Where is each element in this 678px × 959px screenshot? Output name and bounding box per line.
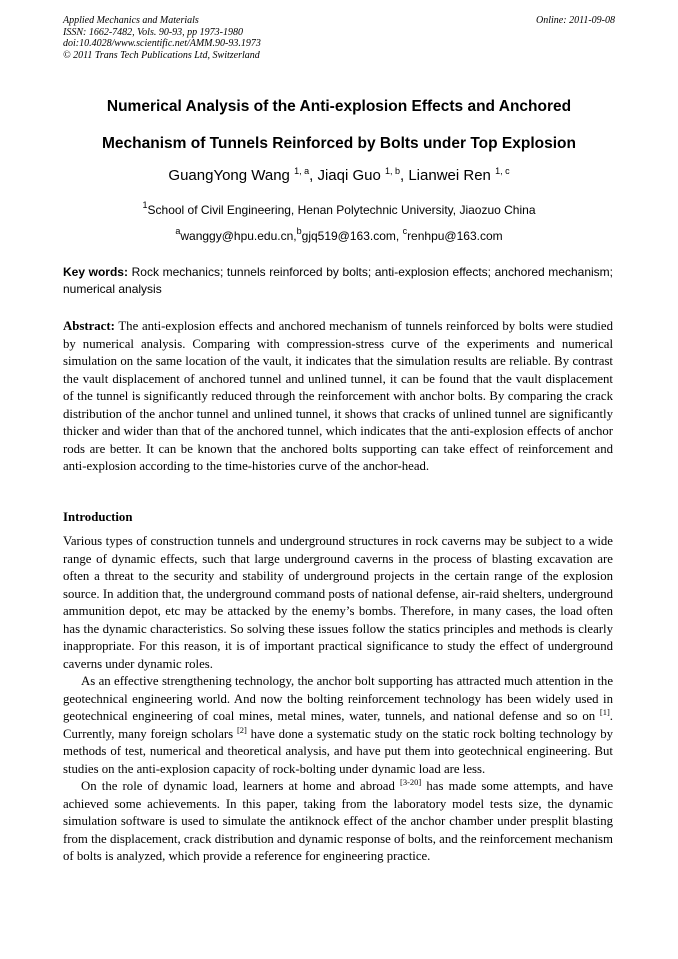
intro-paragraph-1: Various types of construction tunnels and underground structures in rock caverns may be subject to a wide range of dynamic effects, such that large underground caverns in the process of blasting excavation are often a threat to the security and stability of underground projects in the certain range of the explosion source. In addition that, the underground command posts of national defense, air-raid shelters, underground ammunition depot, etc may be attacked by the enemy’s bombs. Therefore, in many cases, the load often has the dynamic characteristics. So solving these issues follow the statics principles and methods is clearly inappropriate. For this reason, it is of important practical significance to study the effect of underground caverns under dynamic roles. [63,534,613,671]
intro-p3-text-a: On the role of dynamic load, learners at home and abroad [81,779,400,793]
author-3-name: Lianwei Ren [408,167,491,184]
citation-ref-3-20[interactable]: [3-20] [400,777,422,787]
abstract [63,318,613,476]
abstract-label: Abstract: [63,319,115,333]
email-a[interactable]: wanggy@hpu.edu.cn, [180,229,297,243]
affiliation-sup: 1 [142,200,148,210]
section-heading-introduction: Introduction [63,510,133,524]
email-c-sup: c [402,226,408,236]
online-date: Online: 2011-09-08 [536,15,615,26]
author-3-affil: 1, c [495,166,510,176]
copyright-line: © 2011 Trans Tech Publications Ltd, Switzerland [63,49,260,61]
author-2-name: Jiaqi Guo [317,167,381,184]
email-list [40,226,638,243]
email-b-sup: b [296,226,302,236]
keywords [63,264,613,298]
journal-name: Applied Mechanics and Materials [63,15,199,26]
title-line-2: Mechanism of Tunnels Reinforced by Bolts under Top Explosion [102,135,576,152]
author-1-affil: 1, a [294,166,310,176]
email-c[interactable]: renhpu@163.com [407,229,503,243]
intro-p3-text-b: has made some attempts, and have achieved some achievements. In this paper, taking from the laboratory model tests size, the dynamic simulation software is used to simulate the antiknock effect of the anchor chamber under presplit blasting from the displacement, crack distribution and dynamic response of bolts, and the reinforcement mechanism of bolts is analyzed, which provide a reference for engineering practice. [63,779,613,863]
intro-p2-text-b: . Currently, many foreign scholars [63,709,613,741]
email-b[interactable]: gjq519@163.com, [301,229,403,243]
keywords-label: Key words: [63,265,128,279]
title-line-1: Numerical Analysis of the Anti-explosion Effects and Anchored [106,98,572,115]
issn-line: ISSN: 1662-7482, Vols. 90-93, pp 1973-1980 [63,26,243,38]
paper-title [40,88,638,162]
doi-line: doi:10.4028/www.scientific.net/AMM.90-93.1973 [63,38,261,49]
intro-p2-text-a: As an effective strengthening technology, the anchor bolt supporting has attracted much attention in the geotechnical engineering world. And now the bolting reinforcement technology has been widely used in geotechnical engineering of coal mines, metal mines, water, tunnels, and national defense and so on [63,674,613,723]
affiliation [40,200,638,217]
author-sep-1: , [309,167,318,184]
affiliation-text: School of Civil Engineering, Henan Polytechnic University, Jiaozuo China [147,203,536,217]
intro-paragraph-2 [63,673,613,778]
abstract-text: The anti-explosion effects and anchored mechanism of tunnels reinforced by bolts were studied by numerical analysis. Comparing with compression-stress curve of the experiments and numerical simulation on the same location of the vault, it indicates that the simulation results are reliable. By contrast the vault displacement of anchored tunnel and unlined tunnel, it can be found that the vault displacement of the tunnel is significantly reduced through the reinforcement with anchor bolts. By comparing the crack distribution of the anchor tunnel and unlined tunnel, it shows that cracks of unlined tunnel are significantly thicker and wider than that of the anchored tunnel, which indicates that the anti-explosion effects of anchor rods are better. It can be known that the anchored bolts supporting can take effect of reinforcement and anti-explosion according to the time-histories curve of the anchor-head. [63,319,613,473]
journal-header [63,15,261,61]
email-a-sup: a [175,226,181,236]
intro-p2-text-c: have done a systematic study on the static rock bolting technology by methods of test, numerical and theoretical analysis, and have put them into geotechnical engineering. But studies on the anti-explosion capacity of rock-bolting under dynamic load are less. [63,726,613,776]
keywords-text: Rock mechanics; tunnels reinforced by bolts; anti-explosion effects; anchored mechanism; numerical analysis [63,265,613,296]
introduction-body [63,533,613,866]
citation-ref-2[interactable]: [2] [236,724,247,735]
author-list [40,167,638,184]
author-2-affil: 1, b [384,166,400,176]
author-sep-2: , [400,167,409,184]
intro-paragraph-3 [63,778,613,866]
author-1-name: GuangYong Wang [168,167,290,184]
citation-ref-1[interactable]: [1] [599,707,610,717]
